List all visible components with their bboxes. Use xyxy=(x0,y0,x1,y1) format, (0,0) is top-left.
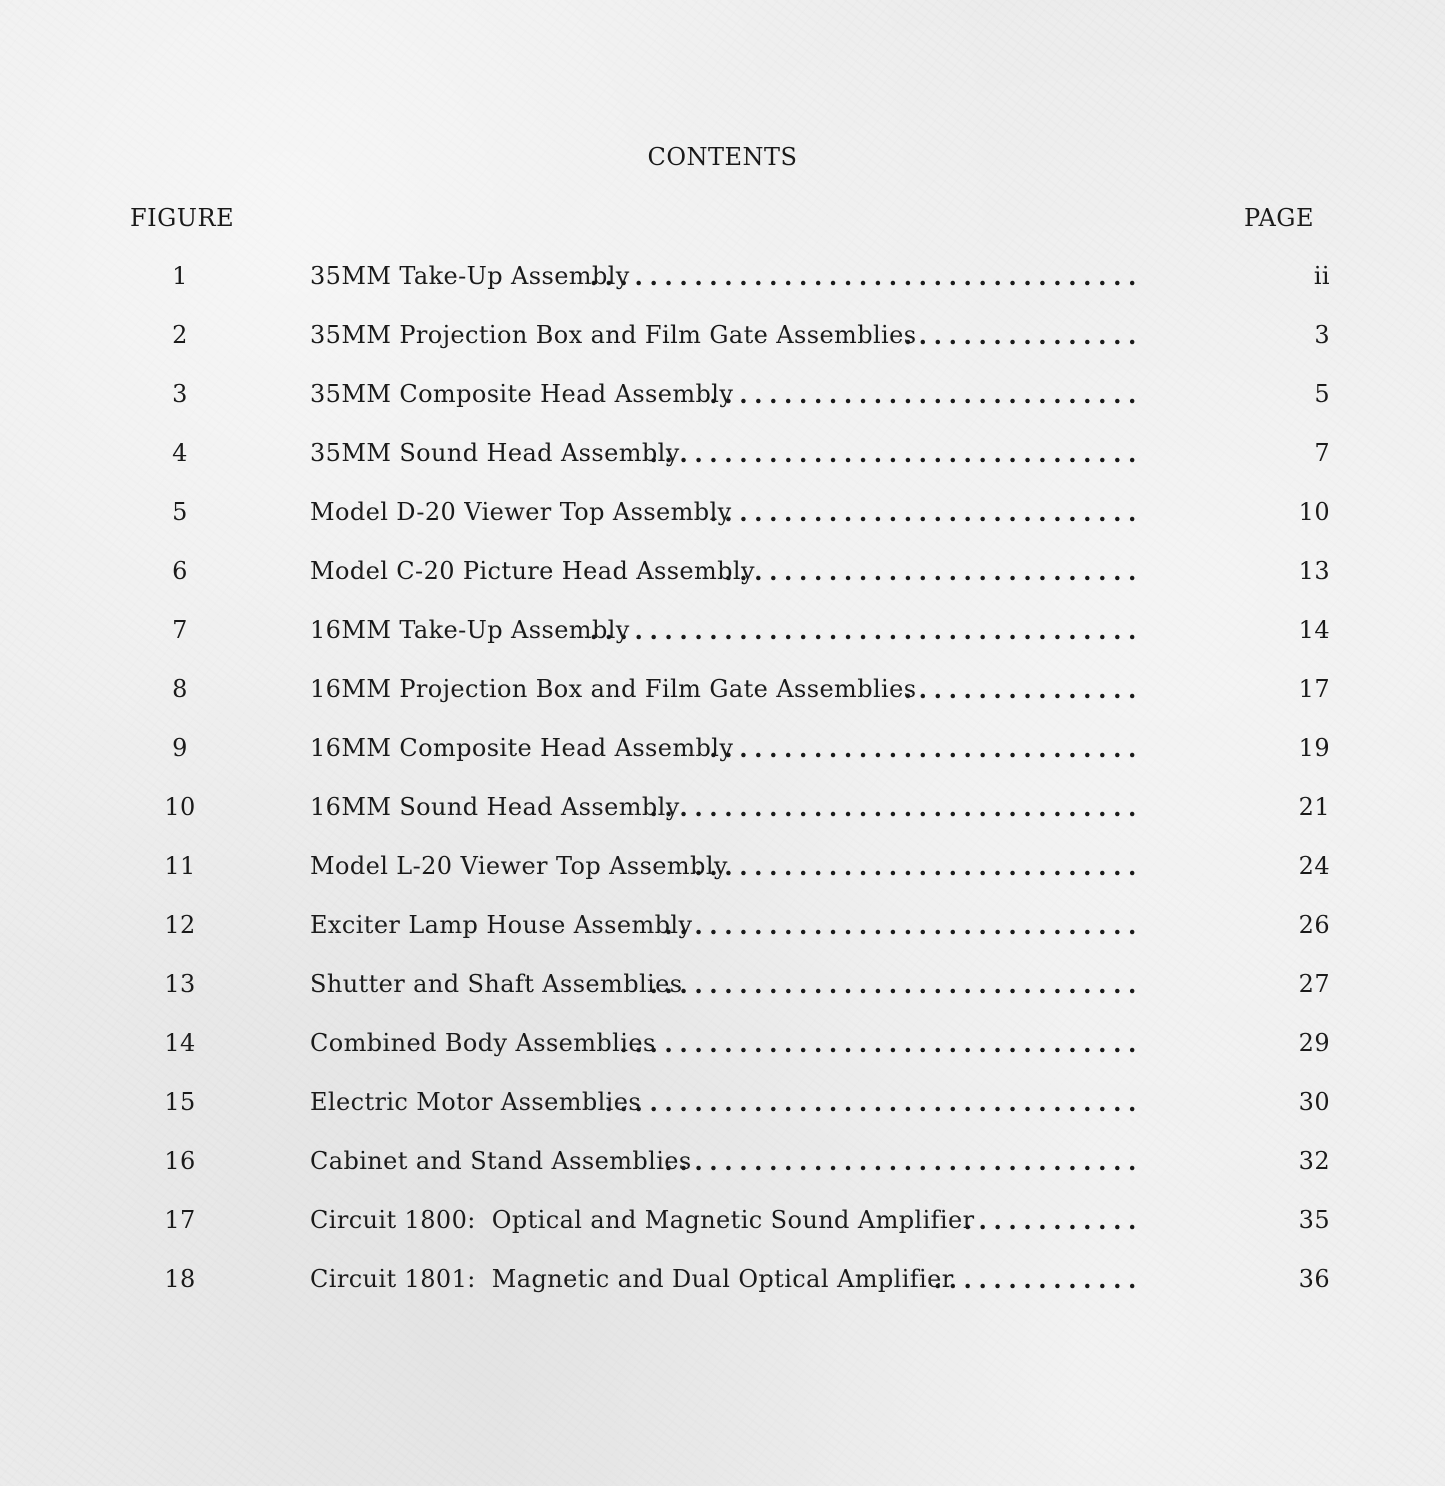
list-item xyxy=(0,730,1445,789)
page-number: 3 xyxy=(1314,321,1330,349)
figure-number: 18 xyxy=(164,1265,196,1293)
list-item xyxy=(0,1025,1445,1084)
list-item xyxy=(0,966,1445,1025)
dot-leader: .............................. xyxy=(694,852,1143,880)
page-number: 29 xyxy=(1298,1029,1330,1057)
dot-leader: ............................ xyxy=(724,557,1143,585)
entry-title: Circuit 1801: Magnetic and Dual Optical Amplifier xyxy=(310,1265,954,1293)
figure-number: 14 xyxy=(164,1029,196,1057)
dot-leader: ..................................... xyxy=(589,262,1143,290)
entry-title-line xyxy=(310,321,1143,349)
dot-leader: ................................. xyxy=(649,793,1143,821)
list-item xyxy=(0,907,1445,966)
page-number: 27 xyxy=(1298,970,1330,998)
entry-title: Shutter and Shaft Assemblies xyxy=(310,970,683,998)
entry-title: Exciter Lamp House Assembly xyxy=(310,911,693,939)
entry-title: 35MM Take-Up Assembly xyxy=(310,262,630,290)
dot-leader: ..................................... xyxy=(589,616,1143,644)
entry-title: Circuit 1800: Optical and Magnetic Sound Amplifier xyxy=(310,1206,975,1234)
dot-leader: ............................. xyxy=(709,498,1143,526)
entry-title-line xyxy=(310,262,1143,290)
entry-title-line xyxy=(310,1206,1143,1234)
page-number: 32 xyxy=(1298,1147,1330,1175)
list-item xyxy=(0,1084,1445,1143)
dot-leader: ................................... xyxy=(619,1029,1143,1057)
entry-title: Model C-20 Picture Head Assembly xyxy=(310,557,755,585)
entry-title: 16MM Take-Up Assembly xyxy=(310,616,630,644)
page-number: 21 xyxy=(1298,793,1330,821)
list-item xyxy=(0,1261,1445,1320)
page-column-header: PAGE xyxy=(1244,204,1314,232)
page-number: 24 xyxy=(1298,852,1330,880)
list-item xyxy=(0,1143,1445,1202)
figure-number: 3 xyxy=(172,380,188,408)
entry-title-line xyxy=(310,439,1143,467)
entry-title: Model L-20 Viewer Top Assembly xyxy=(310,852,728,880)
list-item xyxy=(0,789,1445,848)
page-number: 14 xyxy=(1298,616,1330,644)
list-item xyxy=(0,258,1445,317)
figure-number: 2 xyxy=(172,321,188,349)
figure-number: 4 xyxy=(172,439,188,467)
figure-number: 11 xyxy=(164,852,196,880)
page-number: 7 xyxy=(1314,439,1330,467)
page-number: 26 xyxy=(1298,911,1330,939)
figure-number: 10 xyxy=(164,793,196,821)
list-item xyxy=(0,376,1445,435)
page-title: CONTENTS xyxy=(647,143,798,171)
page-number: 10 xyxy=(1298,498,1330,526)
entry-title: Combined Body Assemblies xyxy=(310,1029,656,1057)
entry-title-line xyxy=(310,1088,1143,1116)
dot-leader: ................................. xyxy=(649,439,1143,467)
entry-title: 16MM Sound Head Assembly xyxy=(310,793,680,821)
list-item xyxy=(0,553,1445,612)
entry-title: Electric Motor Assemblies xyxy=(310,1088,642,1116)
dot-leader: .................................... xyxy=(604,1088,1143,1116)
entry-title-line xyxy=(310,911,1143,939)
list-item xyxy=(0,1202,1445,1261)
entry-title-line xyxy=(310,380,1143,408)
page-number: 13 xyxy=(1298,557,1330,585)
entry-title: Model D-20 Viewer Top Assembly xyxy=(310,498,732,526)
entry-title-line xyxy=(310,793,1143,821)
page-number: 5 xyxy=(1314,380,1330,408)
figure-number: 17 xyxy=(164,1206,196,1234)
entry-title: 16MM Composite Head Assembly xyxy=(310,734,734,762)
figure-number: 8 xyxy=(172,675,188,703)
dot-leader: ............ xyxy=(963,1206,1143,1234)
page-number: ii xyxy=(1313,262,1330,290)
list-item xyxy=(0,435,1445,494)
figure-number: 12 xyxy=(164,911,196,939)
list-item xyxy=(0,848,1445,907)
entry-title: 16MM Projection Box and Film Gate Assemblies xyxy=(310,675,917,703)
entry-title-line xyxy=(310,852,1143,880)
figure-number: 5 xyxy=(172,498,188,526)
entry-title-line xyxy=(310,616,1143,644)
figure-number: 9 xyxy=(172,734,188,762)
dot-leader: ................................. xyxy=(649,970,1143,998)
dot-leader: ................ xyxy=(903,321,1143,349)
dot-leader: ................................ xyxy=(664,911,1143,939)
figure-number: 16 xyxy=(164,1147,196,1175)
page-number: 19 xyxy=(1298,734,1330,762)
dot-leader: ................................ xyxy=(664,1147,1143,1175)
entry-title-line xyxy=(310,1147,1143,1175)
entry-title-line xyxy=(310,557,1143,585)
contents-list xyxy=(0,258,1445,1320)
page-number: 35 xyxy=(1298,1206,1330,1234)
entry-title-line xyxy=(310,498,1143,526)
figure-number: 15 xyxy=(164,1088,196,1116)
entry-title: 35MM Composite Head Assembly xyxy=(310,380,734,408)
dot-leader: ............................. xyxy=(709,734,1143,762)
page-number: 17 xyxy=(1298,675,1330,703)
entry-title: Cabinet and Stand Assemblies xyxy=(310,1147,692,1175)
page-number: 30 xyxy=(1298,1088,1330,1116)
figure-number: 1 xyxy=(172,262,188,290)
entry-title-line xyxy=(310,1029,1143,1057)
figure-column-header: FIGURE xyxy=(130,204,235,232)
entry-title-line xyxy=(310,734,1143,762)
list-item xyxy=(0,494,1445,553)
dot-leader: .............. xyxy=(933,1265,1143,1293)
entry-title-line xyxy=(310,1265,1143,1293)
entry-title: 35MM Projection Box and Film Gate Assemblies xyxy=(310,321,917,349)
dot-leader: ................ xyxy=(903,675,1143,703)
dot-leader: ............................. xyxy=(709,380,1143,408)
entry-title-line xyxy=(310,970,1143,998)
list-item xyxy=(0,671,1445,730)
figure-number: 6 xyxy=(172,557,188,585)
list-item xyxy=(0,612,1445,671)
entry-title-line xyxy=(310,675,1143,703)
entry-title: 35MM Sound Head Assembly xyxy=(310,439,680,467)
figure-number: 13 xyxy=(164,970,196,998)
figure-number: 7 xyxy=(172,616,188,644)
page-number: 36 xyxy=(1298,1265,1330,1293)
list-item xyxy=(0,317,1445,376)
